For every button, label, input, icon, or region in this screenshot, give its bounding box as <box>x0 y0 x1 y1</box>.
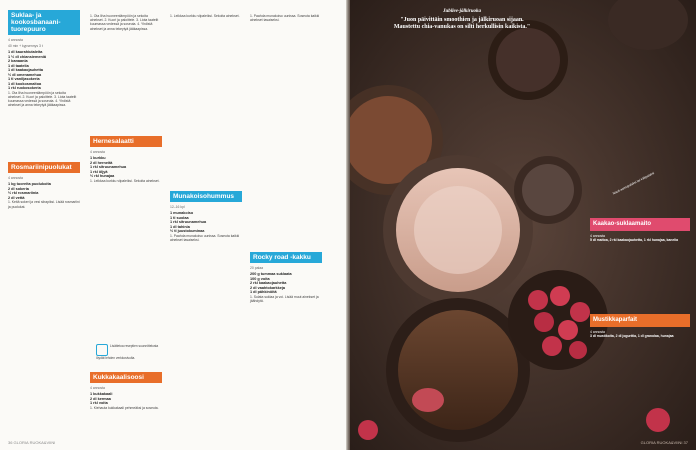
spread-gutter <box>346 0 350 450</box>
recipe-title: Mustikkaparfait <box>590 314 690 327</box>
raspberry <box>534 312 554 332</box>
column-4 <box>250 10 322 305</box>
recipe-time: 40 min + kypsennys 3 t <box>8 44 43 48</box>
recipe-method-continued: 1. Ota liha huoneenlämpöön ja sekoita ainekset. 2. Kuori ja paloittele. 3. Liota taatelit kuumassa vedessä ja soseuta. 4. Yhdistä ainekset ja anna tekeytyä jääkaapissa. <box>90 14 159 31</box>
column-3 <box>170 10 242 244</box>
ingredient: 1 kukkakaali <box>90 392 113 396</box>
recipe-meta: 4 annosta <box>90 386 105 390</box>
recipe-title: Kaakao-suklaamaito <box>590 218 690 231</box>
recipe-meta: 4 annosta <box>8 176 23 181</box>
ingredient: 1 dl kaurahiutaleita <box>8 50 43 54</box>
ingredient: 1 rkl sitruunamehua <box>170 220 207 224</box>
ingredient: ½ tl juustokuminaa <box>170 229 205 233</box>
recipe-title: Suklaa- ja kookosbanaani-tuorepuuro <box>8 10 80 35</box>
recipe-meta: 4 annosta <box>590 234 605 238</box>
page-folio-right: GLORIA RUOKA&VIINI 37 <box>640 440 688 445</box>
recipe-method: 1. Kiehauta kukkakaali pehmeäksi ja soseuta. <box>90 405 159 410</box>
tip-text: Lisätietoa reseptien suunnittelusta löydät lehden verkkosivulta. <box>96 344 159 360</box>
ingredient: 1 dl taatelia <box>8 63 29 68</box>
recipe-method: 1. Leikkaa kurkku viipaleiksi. Sekoita ainekset. <box>90 178 160 183</box>
pull-quote <box>392 8 532 32</box>
recipe-method-continued: 1. Paahda munakoiso uunissa. Soseuta kaikki ainekset tasaiseksi. <box>250 14 320 23</box>
raspberry <box>570 302 590 322</box>
recipe-method: 1. Keitä sokeri ja vesi siirapiksi. Lisää rosmariini ja puolukat. <box>8 200 80 209</box>
recipe-meta: 20 palaa <box>250 266 264 270</box>
tip-box <box>96 344 162 360</box>
recipe-method: 1. Paahda munakoiso uunissa. Soseuta kaikki ainekset tasaiseksi. <box>170 233 240 242</box>
column-2 <box>90 10 162 251</box>
ingredient: 1 kurkku <box>90 156 106 160</box>
ingredient: 1 dl kaakaojauhetta <box>8 68 44 72</box>
raspberry <box>646 408 670 432</box>
ingredient: 1 kg tuoreita puolukoita <box>8 182 51 187</box>
recipe-title: Hernesalaatti <box>90 136 162 147</box>
ingredient: 2 dl vaahtokarkkeja <box>250 285 286 290</box>
pull-quote-text: "Juon päivittäin smoothien ja jälkiruoan sijaan. Maustettu chia-vanukas on silti herkullisin kaikista." <box>393 17 531 31</box>
ingredient: 2 rkl kaakaojauhetta <box>250 281 287 285</box>
recipe-title: Kukkakaalisoosi <box>90 372 162 383</box>
chia-pudding <box>496 28 560 92</box>
raspberry <box>358 420 378 440</box>
chocolate-pudding <box>398 310 518 430</box>
ingredient: 200 g tummaa suklaata <box>250 272 292 276</box>
recipe-title: Munakoisohummus <box>170 191 242 202</box>
ingredient: ½ dl omenamehua <box>8 72 42 77</box>
curved-caption: Nauti aamupalaksi tai välipalaksi <box>612 171 655 196</box>
ingredient: ½ rkl hunajaa <box>90 174 115 178</box>
recipe-meta: 4 annosta <box>90 150 105 154</box>
recipe-meta: 4 annosta <box>590 330 605 334</box>
recipe-meta: 12–16 kpl <box>170 205 185 209</box>
column-1 <box>8 10 80 211</box>
ingredient: 1 rkl ruokosokeria <box>8 86 41 90</box>
page-folio-left: 36 GLORIA RUOKA&VIINI <box>8 440 56 445</box>
raspberry <box>542 336 562 356</box>
ingredient: 1 dl kookosmaitoa <box>8 81 42 86</box>
ingredient: 2 dl herneitä <box>90 160 113 165</box>
ingredient: ½ rkl rosmariinia <box>8 191 39 196</box>
recipe-method-continued: 1. Leikkaa kurkku viipaleiksi. Sekoita ainekset. <box>170 14 240 18</box>
recipe-details <box>590 330 684 339</box>
ingredient: 1 dl pähkinöitä <box>250 290 277 294</box>
ingredient: 1 tl vaniljasokeria <box>8 77 40 81</box>
ingredient: 1 rkl öljyä <box>90 169 108 174</box>
ingredient: 1 rkl voita <box>90 401 108 405</box>
smoothie-foam <box>414 186 502 274</box>
recipe-title: Rocky road -kakku <box>250 252 322 263</box>
recipe-details <box>590 234 684 243</box>
raspberry <box>569 341 587 359</box>
recipe-method: 1. Ota liha huoneenlämpöön ja sekoita ainekset. 2. Kuori ja paloittele. 3. Liota taatelit kuumassa vedessä ja soseuta. 4. Yhdistä ainekset ja anna tekeytyä jääkaapissa. <box>8 90 77 108</box>
recipe-title: Rosmariinipuolukat <box>8 162 80 173</box>
raspberry <box>550 286 570 306</box>
raspberry <box>528 290 548 310</box>
recipe-meta: 4 annosta <box>8 38 23 42</box>
chia-seeds <box>522 164 574 216</box>
ingredient: 2 dl kermaa <box>90 396 111 401</box>
ingredient: 2 banaania <box>8 59 28 63</box>
recipe-method: 1. Sulata suklaa ja voi. Lisää muut ainekset ja jäähdytä. <box>250 294 319 303</box>
ingredient: 1 dl tahinia <box>170 224 190 229</box>
ingredient: 1 tl suolaa <box>170 215 189 220</box>
pencil-icon <box>96 344 108 356</box>
pull-quote-lead: Jubilee-jälkiruoka <box>442 9 482 14</box>
raspberry <box>558 320 578 340</box>
recipe-ingredients: 3 dl mustikoita, 2 dl jogurttia, 1 dl granolaa, hunajaa <box>590 334 674 339</box>
ingredient: 2 dl sokeria <box>8 186 29 191</box>
ingredient: 1 ½ dl chiansiemeniä <box>8 54 46 59</box>
ingredient: 2 dl vettä <box>8 195 25 200</box>
ingredient: 100 g voita <box>250 276 270 281</box>
raspberry <box>412 388 444 412</box>
column-2-bottom <box>90 372 162 412</box>
ingredient: 1 munakoiso <box>170 211 194 215</box>
recipe-ingredients: 5 dl maitoa, 2 rkl kaakaojauhetta, 1 rkl hunajaa, kanelia <box>590 238 679 243</box>
ingredient: 1 rkl sitruunamehua <box>90 165 127 169</box>
